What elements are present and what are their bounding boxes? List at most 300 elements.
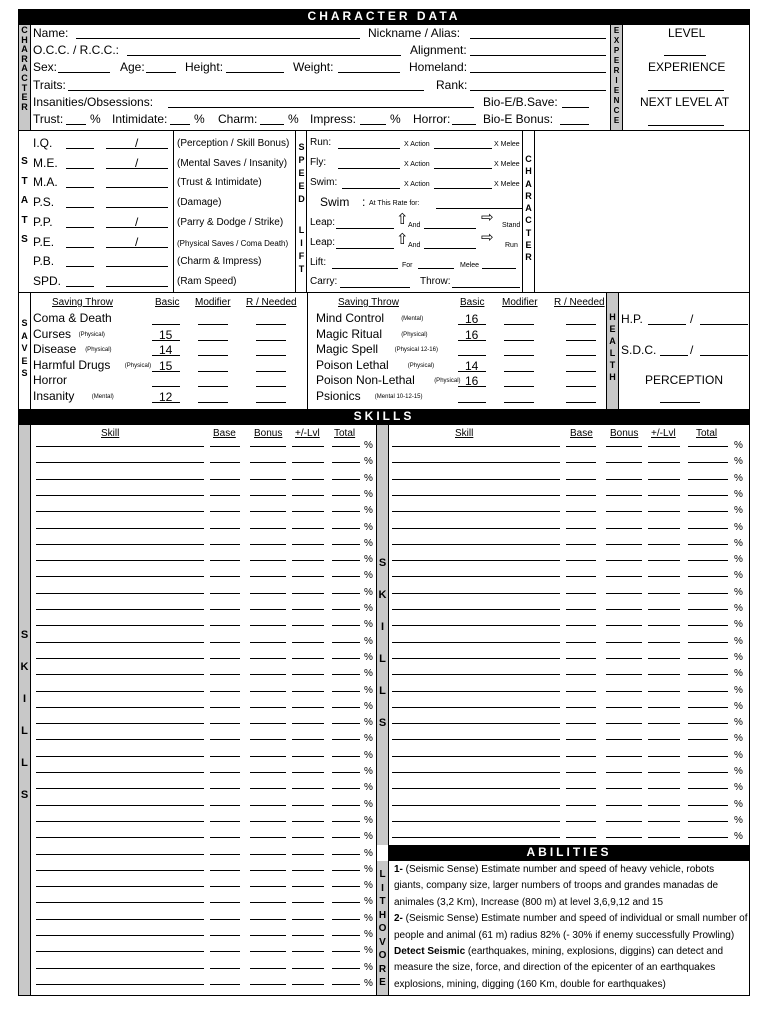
skill-row-field[interactable] [392,772,560,773]
skill-row-field[interactable] [292,544,324,545]
skill-row-field[interactable] [606,609,642,610]
hp-current-field[interactable] [648,324,686,325]
skill-row-field[interactable] [36,951,204,952]
skill-row-field[interactable] [210,772,240,773]
skill-row-field[interactable] [292,674,324,675]
stat-value-field[interactable] [66,148,94,149]
carry-field[interactable] [340,287,410,288]
skill-row-field[interactable] [648,707,680,708]
lift-melee-field[interactable] [482,268,516,269]
skill-row-field[interactable] [332,984,360,985]
modifier-field[interactable] [504,324,534,325]
needed-field[interactable] [256,355,286,356]
skill-row-field[interactable] [392,805,560,806]
skill-row-field[interactable] [332,805,360,806]
sdc-current-field[interactable] [660,355,688,356]
stat-value-field[interactable] [66,207,94,208]
stat-bonus-field[interactable] [106,187,168,188]
skill-row-field[interactable] [210,658,240,659]
skill-row-field[interactable] [292,642,324,643]
skill-row-field[interactable] [36,788,204,789]
skill-row-field[interactable] [210,674,240,675]
skill-row-field[interactable] [250,691,286,692]
skill-row-field[interactable] [648,674,680,675]
impress-field[interactable] [360,124,386,125]
basic-field[interactable] [458,402,486,403]
skill-row-field[interactable] [36,756,204,757]
skill-row-field[interactable] [566,707,596,708]
skill-row-field[interactable] [392,707,560,708]
skill-row-field[interactable] [606,837,642,838]
skill-row-field[interactable] [250,707,286,708]
skill-row-field[interactable] [250,658,286,659]
skill-row-field[interactable] [688,593,728,594]
skill-row-field[interactable] [250,788,286,789]
skill-row-field[interactable] [688,609,728,610]
skill-row-field[interactable] [566,625,596,626]
skill-row-field[interactable] [648,691,680,692]
skill-row-field[interactable] [332,821,360,822]
skill-row-field[interactable] [210,919,240,920]
skill-row-field[interactable] [688,625,728,626]
skill-row-field[interactable] [606,756,642,757]
skill-row-field[interactable] [250,919,286,920]
skill-row-field[interactable] [250,593,286,594]
skill-row-field[interactable] [292,788,324,789]
skill-row-field[interactable] [36,495,204,496]
swim-field[interactable] [342,188,400,189]
skill-row-field[interactable] [332,837,360,838]
skill-row-field[interactable] [648,821,680,822]
skill-row-field[interactable] [688,642,728,643]
skill-row-field[interactable] [210,576,240,577]
skill-row-field[interactable] [648,658,680,659]
skill-row-field[interactable] [606,560,642,561]
skill-row-field[interactable] [292,723,324,724]
weight-field[interactable] [338,72,400,73]
skill-row-field[interactable] [210,788,240,789]
skill-row-field[interactable] [36,919,204,920]
skill-row-field[interactable] [648,739,680,740]
basic-field[interactable] [152,324,180,325]
skill-row-field[interactable] [392,756,560,757]
horror-field[interactable] [452,124,476,125]
skill-row-field[interactable] [210,528,240,529]
skill-row-field[interactable] [36,691,204,692]
skill-row-field[interactable] [332,691,360,692]
stat-value-field[interactable] [66,286,94,287]
skill-row-field[interactable] [210,902,240,903]
skill-row-field[interactable] [332,576,360,577]
throw-field[interactable] [452,287,520,288]
skill-row-field[interactable] [36,528,204,529]
skill-row-field[interactable] [648,788,680,789]
modifier-field[interactable] [198,371,228,372]
modifier-field[interactable] [198,402,228,403]
skill-row-field[interactable] [566,821,596,822]
skill-row-field[interactable] [36,886,204,887]
skill-row-field[interactable] [210,935,240,936]
skill-row-field[interactable] [250,854,286,855]
trust-field[interactable] [66,124,86,125]
stat-value-field[interactable] [66,168,94,169]
skill-row-field[interactable] [292,821,324,822]
basic-field[interactable] [152,386,180,387]
skill-row-field[interactable] [332,528,360,529]
skill-row-field[interactable] [606,528,642,529]
skill-row-field[interactable] [210,951,240,952]
skill-row-field[interactable] [36,446,204,447]
stat-value-field[interactable] [66,247,94,248]
skill-row-field[interactable] [688,544,728,545]
skill-row-field[interactable] [250,805,286,806]
skill-row-field[interactable] [566,528,596,529]
modifier-field[interactable] [198,340,228,341]
skill-row-field[interactable] [332,560,360,561]
skill-row-field[interactable] [250,674,286,675]
skill-row-field[interactable] [332,886,360,887]
needed-field[interactable] [256,371,286,372]
skill-row-field[interactable] [250,935,286,936]
skill-row-field[interactable] [36,854,204,855]
skill-row-field[interactable] [250,560,286,561]
skill-row-field[interactable] [292,772,324,773]
skill-row-field[interactable] [688,756,728,757]
skill-row-field[interactable] [250,886,286,887]
skill-row-field[interactable] [36,560,204,561]
skill-row-field[interactable] [566,446,596,447]
basic-field[interactable] [458,355,486,356]
skill-row-field[interactable] [210,854,240,855]
stat-value-field[interactable] [66,266,94,267]
skill-row-field[interactable] [292,756,324,757]
skill-row-field[interactable] [332,642,360,643]
skill-row-field[interactable] [292,870,324,871]
bioe-save-field[interactable] [562,107,589,108]
skill-row-field[interactable] [648,544,680,545]
skill-row-field[interactable] [606,707,642,708]
skill-row-field[interactable] [210,642,240,643]
perception-field[interactable] [660,402,700,403]
skill-row-field[interactable] [36,479,204,480]
skill-row-field[interactable] [36,805,204,806]
skill-row-field[interactable] [332,951,360,952]
traits-field[interactable] [68,90,424,91]
skill-row-field[interactable] [648,625,680,626]
skill-row-field[interactable] [606,462,642,463]
leap-field-2[interactable] [336,248,394,249]
skill-row-field[interactable] [566,739,596,740]
skill-row-field[interactable] [210,756,240,757]
skill-row-field[interactable] [688,805,728,806]
experience-field[interactable] [648,90,724,91]
skill-row-field[interactable] [648,837,680,838]
skill-row-field[interactable] [292,854,324,855]
skill-row-field[interactable] [648,593,680,594]
skill-row-field[interactable] [606,691,642,692]
skill-row-field[interactable] [292,479,324,480]
skill-row-field[interactable] [36,609,204,610]
needed-field[interactable] [566,340,596,341]
skill-row-field[interactable] [210,821,240,822]
skill-row-field[interactable] [292,691,324,692]
skill-row-field[interactable] [210,609,240,610]
skill-row-field[interactable] [210,984,240,985]
skill-row-field[interactable] [250,544,286,545]
skill-row-field[interactable] [36,935,204,936]
skill-row-field[interactable] [332,609,360,610]
skill-row-field[interactable] [648,511,680,512]
skill-row-field[interactable] [648,495,680,496]
skill-row-field[interactable] [392,674,560,675]
skill-row-field[interactable] [566,479,596,480]
next-level-field[interactable] [648,125,724,126]
skill-row-field[interactable] [566,837,596,838]
needed-field[interactable] [256,340,286,341]
skill-row-field[interactable] [606,674,642,675]
skill-row-field[interactable] [292,658,324,659]
skill-row-field[interactable] [36,984,204,985]
skill-row-field[interactable] [648,805,680,806]
skill-row-field[interactable] [210,886,240,887]
skill-row-field[interactable] [606,805,642,806]
skill-row-field[interactable] [332,593,360,594]
skill-row-field[interactable] [332,723,360,724]
skill-row-field[interactable] [292,528,324,529]
skill-row-field[interactable] [332,854,360,855]
skill-row-field[interactable] [688,528,728,529]
hp-max-field[interactable] [700,324,748,325]
skill-row-field[interactable] [210,805,240,806]
skill-row-field[interactable] [392,821,560,822]
skill-row-field[interactable] [332,870,360,871]
skill-row-field[interactable] [250,984,286,985]
skill-row-field[interactable] [648,576,680,577]
fly-field[interactable] [338,168,400,169]
skill-row-field[interactable] [36,707,204,708]
skill-row-field[interactable] [210,495,240,496]
skill-row-field[interactable] [566,495,596,496]
skill-row-field[interactable] [250,446,286,447]
skill-row-field[interactable] [292,968,324,969]
skill-row-field[interactable] [648,446,680,447]
skill-row-field[interactable] [332,625,360,626]
skill-row-field[interactable] [606,495,642,496]
skill-row-field[interactable] [292,576,324,577]
skill-row-field[interactable] [332,788,360,789]
skill-row-field[interactable] [210,707,240,708]
skill-row-field[interactable] [36,674,204,675]
skill-row-field[interactable] [566,576,596,577]
skill-row-field[interactable] [392,625,560,626]
skill-row-field[interactable] [36,870,204,871]
skill-row-field[interactable] [392,544,560,545]
skill-row-field[interactable] [292,739,324,740]
fly-action-field[interactable] [434,168,492,169]
skill-row-field[interactable] [292,707,324,708]
homeland-field[interactable] [470,72,606,73]
skill-row-field[interactable] [250,528,286,529]
modifier-field[interactable] [198,324,228,325]
charm-field[interactable] [260,124,284,125]
level-field[interactable] [664,55,706,56]
skill-row-field[interactable] [566,772,596,773]
skill-row-field[interactable] [606,576,642,577]
skill-row-field[interactable] [210,691,240,692]
skill-row-field[interactable] [210,968,240,969]
skill-row-field[interactable] [566,511,596,512]
lift-field[interactable] [332,268,398,269]
skill-row-field[interactable] [688,691,728,692]
skill-row-field[interactable] [606,739,642,740]
skill-row-field[interactable] [648,528,680,529]
skill-row-field[interactable] [648,723,680,724]
skill-row-field[interactable] [332,658,360,659]
skill-row-field[interactable] [292,805,324,806]
skill-row-field[interactable] [688,462,728,463]
skill-row-field[interactable] [688,674,728,675]
skill-row-field[interactable] [688,739,728,740]
skill-row-field[interactable] [36,511,204,512]
skill-row-field[interactable] [332,739,360,740]
skill-row-field[interactable] [292,837,324,838]
skill-row-field[interactable] [36,968,204,969]
skill-row-field[interactable] [566,658,596,659]
rank-field[interactable] [470,90,606,91]
skill-row-field[interactable] [250,462,286,463]
leap-field-1[interactable] [336,228,394,229]
skill-row-field[interactable] [566,593,596,594]
lift-for-field[interactable] [418,268,454,269]
skill-row-field[interactable] [606,788,642,789]
skill-row-field[interactable] [688,576,728,577]
skill-row-field[interactable] [688,560,728,561]
skill-row-field[interactable] [210,739,240,740]
skill-row-field[interactable] [36,821,204,822]
skill-row-field[interactable] [688,788,728,789]
needed-field[interactable] [256,402,286,403]
skill-row-field[interactable] [332,544,360,545]
skill-row-field[interactable] [332,479,360,480]
skill-row-field[interactable] [392,462,560,463]
skill-row-field[interactable] [292,609,324,610]
skill-row-field[interactable] [392,837,560,838]
skill-row-field[interactable] [292,902,324,903]
skill-row-field[interactable] [566,462,596,463]
skill-row-field[interactable] [606,593,642,594]
modifier-field[interactable] [198,386,228,387]
modifier-field[interactable] [504,386,534,387]
skill-row-field[interactable] [392,560,560,561]
skill-row-field[interactable] [332,935,360,936]
skill-row-field[interactable] [332,772,360,773]
needed-field[interactable] [566,355,596,356]
skill-row-field[interactable] [332,446,360,447]
skill-row-field[interactable] [392,723,560,724]
skill-row-field[interactable] [210,479,240,480]
skill-row-field[interactable] [606,642,642,643]
skill-row-field[interactable] [392,658,560,659]
skill-row-field[interactable] [250,479,286,480]
skill-row-field[interactable] [566,544,596,545]
skill-row-field[interactable] [250,951,286,952]
skill-row-field[interactable] [606,511,642,512]
sex-field[interactable] [58,72,110,73]
skill-row-field[interactable] [250,495,286,496]
skill-row-field[interactable] [566,723,596,724]
skill-row-field[interactable] [332,902,360,903]
skill-row-field[interactable] [688,821,728,822]
skill-row-field[interactable] [210,837,240,838]
skill-row-field[interactable] [210,446,240,447]
skill-row-field[interactable] [210,723,240,724]
skill-row-field[interactable] [292,511,324,512]
skill-row-field[interactable] [688,446,728,447]
stat-value-field[interactable] [66,187,94,188]
swim-action-field[interactable] [434,188,492,189]
skill-row-field[interactable] [292,984,324,985]
skill-row-field[interactable] [688,495,728,496]
skill-row-field[interactable] [292,560,324,561]
skill-row-field[interactable] [292,446,324,447]
skill-row-field[interactable] [292,625,324,626]
modifier-field[interactable] [504,402,534,403]
skill-row-field[interactable] [392,528,560,529]
skill-row-field[interactable] [250,902,286,903]
skill-row-field[interactable] [250,642,286,643]
stat-bonus-field[interactable] [106,266,168,267]
leap-and-field-2[interactable] [424,248,476,249]
modifier-field[interactable] [198,355,228,356]
modifier-field[interactable] [504,355,534,356]
modifier-field[interactable] [504,371,534,372]
skill-row-field[interactable] [332,674,360,675]
skill-row-field[interactable] [292,935,324,936]
skill-row-field[interactable] [36,837,204,838]
needed-field[interactable] [566,324,596,325]
skill-row-field[interactable] [688,511,728,512]
skill-row-field[interactable] [250,756,286,757]
skill-row-field[interactable] [250,968,286,969]
skill-row-field[interactable] [606,544,642,545]
skill-row-field[interactable] [648,642,680,643]
intimidate-field[interactable] [170,124,190,125]
skill-row-field[interactable] [210,544,240,545]
skill-row-field[interactable] [392,593,560,594]
skill-row-field[interactable] [688,479,728,480]
skill-row-field[interactable] [292,593,324,594]
skill-row-field[interactable] [250,723,286,724]
needed-field[interactable] [256,324,286,325]
skill-row-field[interactable] [250,772,286,773]
needed-field[interactable] [566,386,596,387]
skill-row-field[interactable] [36,739,204,740]
name-field[interactable] [76,38,360,39]
skill-row-field[interactable] [566,560,596,561]
skill-row-field[interactable] [332,707,360,708]
skill-row-field[interactable] [566,609,596,610]
skill-row-field[interactable] [392,511,560,512]
run-action-field[interactable] [434,148,492,149]
skill-row-field[interactable] [250,821,286,822]
skill-row-field[interactable] [36,723,204,724]
skill-row-field[interactable] [36,576,204,577]
skill-row-field[interactable] [292,951,324,952]
skill-row-field[interactable] [250,870,286,871]
skill-row-field[interactable] [36,642,204,643]
skill-row-field[interactable] [606,479,642,480]
skill-row-field[interactable] [392,642,560,643]
